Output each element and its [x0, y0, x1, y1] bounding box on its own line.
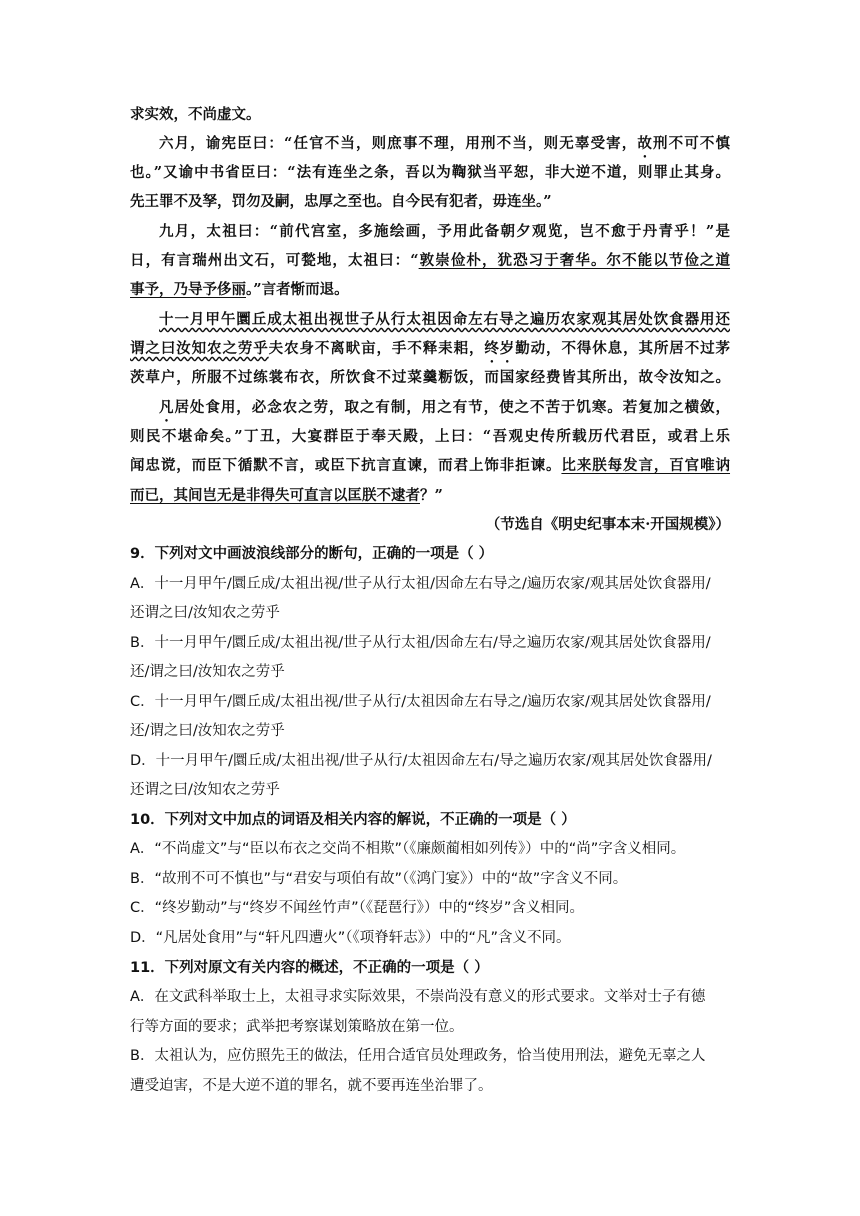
passage-line	[130, 251, 730, 271]
passage-line	[159, 222, 730, 242]
question-9-option-a-cont: 还谓之曰/汝知农之劳乎	[130, 605, 280, 621]
passage-text: 则民不堪命矣。”丁丑，大宴群臣于奉天殿，上曰：“吾观史传所载历代君臣，或君上乐	[130, 428, 730, 445]
dotted-word: 凡	[159, 399, 175, 416]
source-citation	[130, 515, 730, 535]
passage-line	[130, 339, 730, 366]
underlined-sentence: 而已，其间岂无是非得失可直言以匡朕不逮者	[130, 487, 420, 504]
dotted-word: 故	[637, 135, 653, 152]
underlined-sentence: 敦崇俭朴，犹恐习于奢华。尔不能以节俭之道	[418, 252, 731, 269]
question-11-option-a[interactable]: A．在文武科举取士上，太祖寻求实际效果，不崇尚没有意义的形式要求。文举对士子有德	[130, 989, 706, 1005]
source-text: （节选自《明史纪事本末·开国规模》）	[485, 516, 730, 533]
passage-line	[130, 280, 730, 300]
question-10-option-a[interactable]: A．“不尚虚文”与“臣以布衣之交尚不相欺”（《廉颇蔺相如列传》）中的“尚”字含义相同。	[130, 841, 686, 857]
question-10-option-d[interactable]: D．“凡居处食用”与“轩凡四遭火”（《项脊轩志》）中的“凡”含义不同。	[130, 930, 571, 946]
wavy-underlined-text: 谓之曰汝知农之劳乎	[130, 340, 269, 357]
passage-text: 刑不可不慎	[653, 135, 731, 152]
passage-text: 求实效，不尚虚文。	[130, 106, 261, 123]
passage-line	[130, 456, 730, 476]
passage-line	[159, 398, 730, 425]
passage-line	[130, 163, 730, 183]
passage-line	[130, 192, 730, 212]
question-9-option-b[interactable]: B．十一月甲午/圜丘成/太祖出视/世子从行太祖/因命左右/导之遍历农家/观其居处饮食器用/	[130, 635, 711, 651]
passage-text: 居处食用，必念农之劳，取之有制，用之有节，使之不苦于饥寒。若复加之横敛，	[174, 399, 731, 416]
passage-text: 也。”又谕中书省臣曰：“法有连坐之条，吾以为鞫狱当平恕，非大逆不道，则罪止其身。	[130, 164, 730, 181]
question-11-option-b[interactable]: B．太祖认为，应仿照先王的做法，任用合适官员处理政务，恰当使用刑法，避免无辜之人	[130, 1048, 706, 1064]
passage-line	[130, 105, 730, 125]
passage-text: 勤动，不得休息，其所居不过茅	[515, 340, 731, 357]
passage-text: 先王罪不及孥，罚勿及嗣，忠厚之至也。自今民有犯者，毋连坐。”	[130, 193, 552, 210]
passage-line	[130, 368, 730, 388]
question-9-option-c-cont: 还/谓之曰/汝知农之劳乎	[130, 723, 285, 739]
question-11-option-b-cont: 遭受迫害，不是大逆不道的罪名，就不要再连坐治罪了。	[130, 1078, 493, 1094]
underlined-sentence: 比来朕每发言，百官唯讷	[561, 457, 731, 474]
question-11-stem: 11．下列对原文有关内容的概述，不正确的一项是（ ）	[130, 960, 489, 976]
passage-line	[130, 427, 730, 447]
passage-text: 茨草户，所服不过练裳布衣，所饮食不过菜羹粝饭，而国家经费皆其所出，故令汝知之。	[130, 369, 730, 386]
passage-text: 日，有言瑞州出文石，可甃地，太祖曰：“	[130, 252, 419, 269]
passage-text: 。”言者惭而退。	[246, 281, 349, 298]
passage-text: 夫农身不离畎亩，手不释耒耜，	[268, 340, 485, 357]
passage-text: ？”	[420, 487, 443, 504]
underlined-sentence: 事予，乃导予侈丽	[130, 281, 246, 298]
passage-line	[130, 486, 730, 506]
question-10-option-c[interactable]: C．“终岁勤动”与“终岁不闻丝竹声”（《琵琶行》）中的“终岁”含义相同。	[130, 900, 584, 916]
question-11-option-a-cont: 行等方面的要求；武举把考察谋划策略放在第一位。	[130, 1019, 464, 1035]
question-9-stem: 9．下列对文中画波浪线部分的断句，正确的一项是（ ）	[130, 546, 494, 562]
passage-line	[159, 134, 730, 161]
question-9-option-d-cont: 还谓之曰/汝知农之劳乎	[130, 782, 280, 798]
question-9-option-a[interactable]: A．十一月甲午/圜丘成/太祖出视/世子从行太祖/因命左右导之/遍历农家/观其居处饮食器用/	[130, 576, 711, 592]
dotted-word: 终岁	[484, 340, 516, 357]
question-9-option-b-cont: 还/谓之曰/汝知农之劳乎	[130, 664, 285, 680]
question-9-option-c[interactable]: C．十一月甲午/圜丘成/太祖出视/世子从行/太祖因命左右导之/遍历农家/观其居处饮食器用/	[130, 694, 711, 710]
passage-text: 六月，谕宪臣曰：“任官不当，则庶事不理，用刑不当，则无辜受害，	[159, 135, 638, 152]
passage-line	[159, 310, 730, 330]
passage-text: 闻忠谠，而臣下循默不言，或臣下抗言直谏，而君上饰非拒谏。	[130, 457, 562, 474]
wavy-underlined-text: 十一月甲午圜丘成太祖出视世子从行太祖因命左右导之遍历农家观其居处饮食器用还	[159, 311, 730, 328]
passage-text: 九月，太祖曰：“前代宫室，多施绘画，予用此备朝夕观览，岂不愈于丹青乎！”是	[159, 223, 730, 240]
question-10-option-b[interactable]: B．“故刑不可不慎也”与“君安与项伯有故”（《鸿门宴》）中的“故”字含义不同。	[130, 871, 628, 887]
question-9-option-d[interactable]: D．十一月甲午/圜丘成/太祖出视/世子从行/太祖因命左右/导之遍历农家/观其居处饮食器用/	[130, 753, 712, 769]
question-10-stem: 10．下列对文中加点的词语及相关内容的解说，不正确的一项是（ ）	[130, 812, 576, 828]
